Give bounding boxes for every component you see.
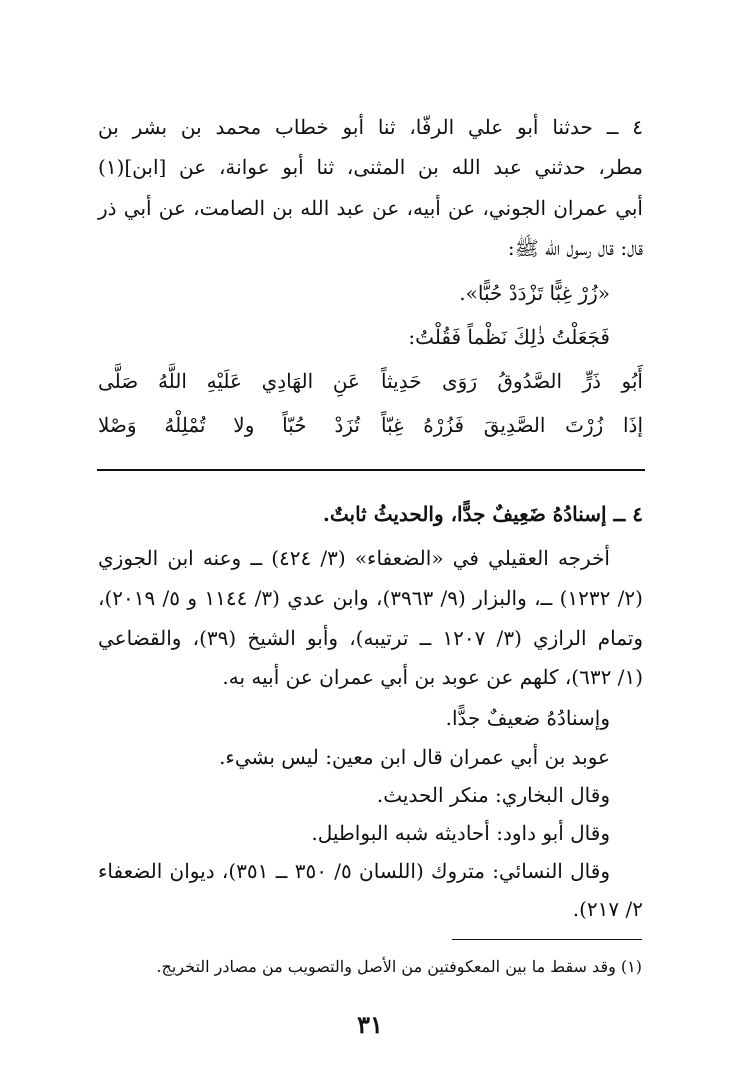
commentary-line-4: (١/ ٦٣٢)، كلهم عن عوبد بن أبي عمران عن أبيه به. xyxy=(222,665,643,689)
hadith-quote: «زُرْ غِبًّا تَزْدَدْ حُبًّا». xyxy=(459,281,610,305)
hadith-line-2: مطر، حدثني عبد الله بن المثنى، ثنا أبو عوانة، عن [ابن](١) xyxy=(98,155,643,179)
verse-1-second-hemistich: عَنِ الهَادِي عَلَيْهِ اللَّهُ صَلَّى xyxy=(98,369,360,393)
verse-2-first-hemistich: إذَا زُرْتَ الصَّدِيقَ فَزُرْهُ غِبّاً xyxy=(381,413,643,437)
page-number: ٣١ xyxy=(357,1010,383,1039)
commentary-line-1: أخرجه العقيلي في «الضعفاء» (٣/ ٤٢٤) ــ وعنه ابن الجوزي xyxy=(98,546,610,570)
poem-intro: فَجَعَلْتُ ذٰلِكَ نَظْماً فَقُلْتُ: xyxy=(408,325,610,349)
section-divider xyxy=(97,469,645,471)
commentary-heading: ٤ ــ إسنادُهُ ضَعِيفٌ جدًّا، والحديثُ ثابتٌ. xyxy=(322,502,643,526)
footnote-rule xyxy=(452,939,642,940)
commentary-line-8: وقال أبو داود: أحاديثه شبه البواطيل. xyxy=(311,821,610,845)
commentary-line-3: وتمام الرازي (٣/ ١٢٠٧ ــ ترتيبه)، وأبو الشيخ (٣٩)، والقضاعي xyxy=(98,626,643,650)
commentary-line-5: وإسنادُهُ ضعيفٌ جدًّا. xyxy=(445,706,610,730)
verse-1 xyxy=(98,366,643,398)
commentary-line-7: وقال البخاري: منكر الحديث. xyxy=(376,783,610,807)
hadith-line-3: أبي عمران الجوني، عن أبيه، عن عبد الله بن الصامت، عن أبي ذر xyxy=(98,196,643,220)
verse-1-first-hemistich: أَبُو ذَرٍّ الصَّدُوقُ رَوَى حَدِيثاً xyxy=(381,369,643,393)
commentary-line-2: (٢/ ١٢٣٢) ــ، والبزار (٩/ ٣٩٦٣)، وابن عدي (٣/ ١١٤٤ و ٥/ ٢٠١٩)، xyxy=(98,586,643,610)
hadith-line-4: قال: قال رسول الله ﷺ: xyxy=(507,236,643,260)
commentary-line-6: عوبد بن أبي عمران قال ابن معين: ليس بشيء. xyxy=(219,745,610,769)
verse-2-second-hemistich: تُزَدْ حُبّاً ولا تُمْلِلْهُ وَصْلا xyxy=(98,413,360,437)
verse-2 xyxy=(98,410,643,442)
commentary-line-9: وقال النسائي: متروك (اللسان ٥/ ٣٥٠ ــ ٣٥١)، ديوان الضعفاء xyxy=(98,859,610,883)
commentary-line-10: ٢/ ٢١٧). xyxy=(572,897,643,921)
hadith-line-1: ٤ ــ حدثنا أبو علي الرفّا، ثنا أبو خطاب محمد بن بشر بن xyxy=(98,115,643,139)
footnote-1: (١) وقد سقط ما بين المعكوفتين من الأصل والتصويب من مصادر التخريج. xyxy=(156,957,642,976)
